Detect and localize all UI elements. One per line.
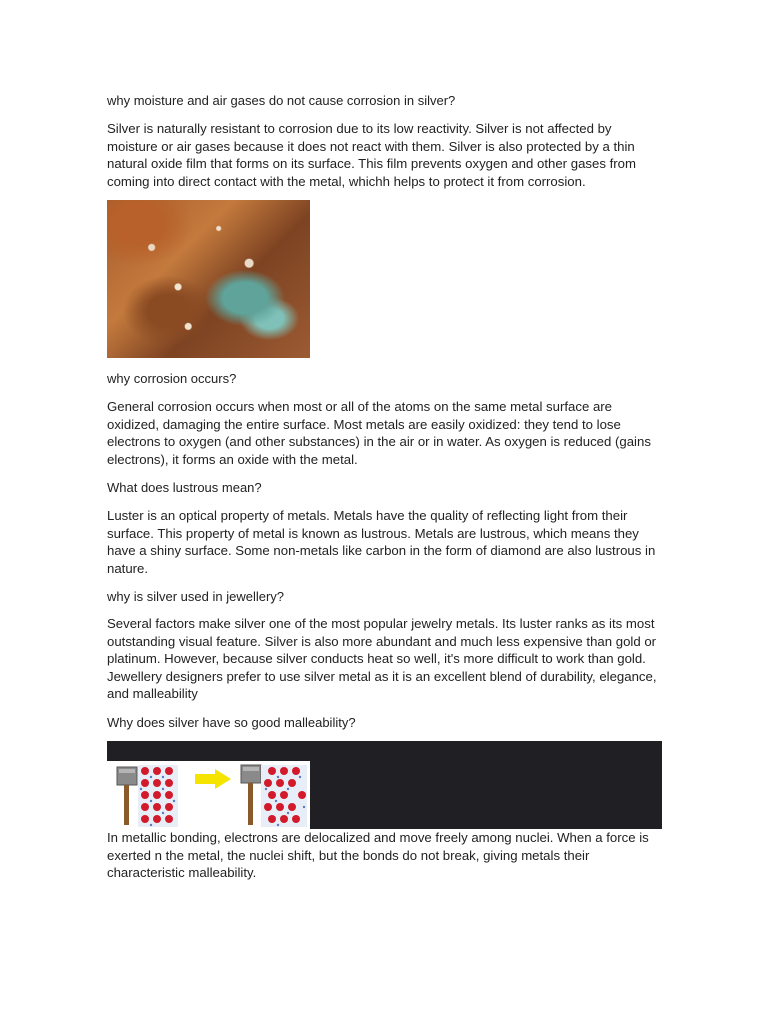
answer-4: Several factors make silver one of the most popular jewelry metals. Its luster ranks as its most outstanding visual feature. Silver is also more abundant and much less expensive than gold or platinum. However, because silver conducts heat so well, it's more difficult to work than gold. Jewellery designers prefer to use silver metal as it is an excellent blend of durability, elegance, and malleability <box>107 616 657 701</box>
lattice-right <box>261 765 307 827</box>
answer-3: Luster is an optical property of metals. Metals have the quality of reflecting light from their surface. This property of metal is known as lustrous. Metals are lustrous, which means they have a shiny surface. Some non-metals like carbon in the form of diamond are also lustrous in nature. <box>107 508 656 576</box>
hammer-right-icon <box>241 765 261 825</box>
question-5: Why does silver have so good malleability? <box>107 715 356 730</box>
arrow-right-icon <box>195 769 231 789</box>
question-2: why corrosion occurs? <box>107 371 237 386</box>
answer-2: General corrosion occurs when most or all of the atoms on the same metal surface are oxidized, damaging the entire surface. Most metals are easily oxidized: they tend to lose electrons to oxygen (and other substances) in the air or in water. As oxygen is reduced (gains electrons), it forms an oxide with the metal. <box>107 399 651 467</box>
question-3: What does lustrous mean? <box>107 480 262 495</box>
hammer-left-icon <box>117 767 137 825</box>
question-4: why is silver used in jewellery? <box>107 589 285 604</box>
answer-1: Silver is naturally resistant to corrosion due to its low reactivity. Silver is not affected by moisture or air gases because it does not react with them. Silver is also protected by a thin natural oxide film that forms on its surface. This film prevents oxygen and other gases from coming into direct contact with the metal, whichh helps to protect it from corrosion. <box>107 121 636 189</box>
answer-5: In metallic bonding, electrons are delocalized and move freely among nuclei. When a force is exerted n the metal, the nuclei shift, but the bonds do not break, giving metals their characteristic malleability. <box>107 830 649 880</box>
malleability-diagram <box>107 761 310 829</box>
corroded-metal-photo <box>107 200 310 358</box>
lattice-left <box>138 765 178 827</box>
malleability-diagram-svg <box>107 761 310 829</box>
question-1: why moisture and air gases do not cause corrosion in silver? <box>107 93 456 108</box>
